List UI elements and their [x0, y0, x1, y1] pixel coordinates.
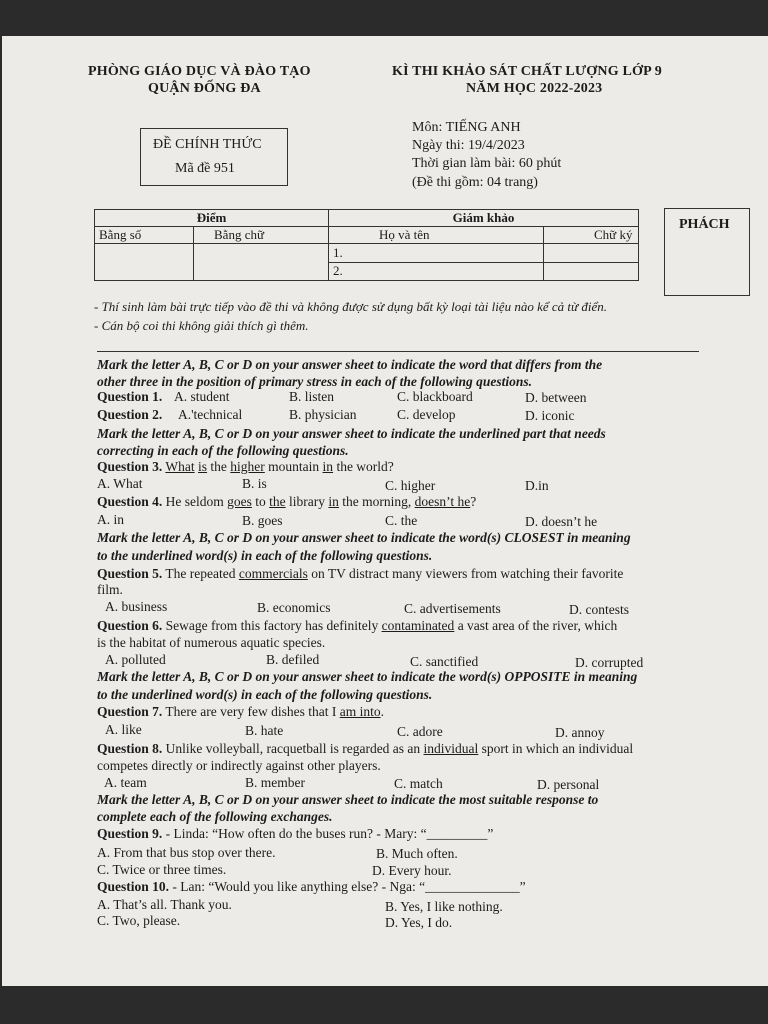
- instruction-stress-2: other three in the position of primary stress in each of the following questions.: [97, 374, 533, 389]
- instruction-response-2: complete each of the following exchanges.: [97, 809, 333, 824]
- exam-duration: Thời gian làm bài: 60 phút: [412, 156, 562, 171]
- exam-code: Mã đề 951: [175, 161, 235, 176]
- score-in-numbers-header: Bằng số: [95, 227, 194, 244]
- instruction-closest-2: to the underlined word(s) in each of the following questions.: [97, 548, 433, 563]
- q10-stem: Question 10. - Lan: “Would you like anything else? - Nga: “______________”: [97, 879, 526, 894]
- official-label: ĐỀ CHÍNH THỨC: [153, 137, 262, 152]
- q9-option-a[interactable]: A. From that bus stop over there.: [97, 845, 276, 860]
- q9-stem: Question 9. - Linda: “How often do the buses run? - Mary: “_________”: [97, 826, 494, 841]
- q7-option-d[interactable]: D. annoy: [555, 725, 605, 740]
- signature-header: Chữ ký: [544, 227, 639, 244]
- district-name: QUẬN ĐỐNG ĐA: [148, 81, 261, 96]
- instruction-closest-1: Mark the letter A, B, C or D on your answer sheet to indicate the word(s) CLOSEST in meaning: [97, 530, 631, 545]
- q10-option-c[interactable]: C. Two, please.: [97, 913, 181, 928]
- exam-paper: [2, 36, 768, 986]
- score-in-words-header: Bằng chữ: [194, 227, 329, 244]
- note-2: - Cán bộ coi thi không giải thích gì thêm.: [94, 318, 309, 333]
- signature-1-cell[interactable]: [544, 244, 639, 263]
- score-header: Điểm: [95, 210, 329, 227]
- q1-option-c[interactable]: C. blackboard: [397, 389, 473, 404]
- phach-box: [664, 208, 750, 296]
- school-year: NĂM HỌC 2022-2023: [466, 81, 603, 96]
- q5-option-a[interactable]: A. business: [105, 599, 168, 614]
- official-exam-box: [140, 128, 288, 186]
- q4-option-c[interactable]: C. the: [385, 513, 418, 528]
- q3-stem: Question 3. What is the higher mountain in the world?: [97, 459, 394, 474]
- q9-option-c[interactable]: C. Twice or three times.: [97, 862, 227, 877]
- q4-option-d[interactable]: D. doesn’t he: [525, 514, 598, 529]
- q5-stem-cont: film.: [97, 582, 123, 597]
- score-number-cell[interactable]: [95, 244, 194, 281]
- q4-option-b[interactable]: B. goes: [242, 513, 283, 528]
- q2-option-b[interactable]: B. physician: [289, 407, 357, 422]
- divider: [97, 351, 699, 352]
- q8-option-a[interactable]: A. team: [104, 775, 147, 790]
- q10-option-b[interactable]: B. Yes, I like nothing.: [385, 899, 503, 914]
- q3-option-c[interactable]: C. higher: [385, 478, 436, 493]
- q1-label: Question 1.: [97, 389, 163, 404]
- instruction-opposite-2: to the underlined word(s) in each of the following questions.: [97, 687, 433, 702]
- q3-option-a[interactable]: A. What: [97, 476, 143, 491]
- q10-option-a[interactable]: A. That’s all. Thank you.: [97, 897, 232, 912]
- q10-option-d[interactable]: D. Yes, I do.: [385, 915, 453, 930]
- q7-option-a[interactable]: A. like: [105, 722, 142, 737]
- q8-stem-cont: competes directly or indirectly against other players.: [97, 758, 381, 773]
- q2-option-c[interactable]: C. develop: [397, 407, 456, 422]
- q2-option-a[interactable]: A.'technical: [178, 407, 243, 422]
- examiner-1-cell[interactable]: 1.: [329, 244, 544, 263]
- signature-2-cell[interactable]: [544, 262, 639, 281]
- instruction-stress-1: Mark the letter A, B, C or D on your answer sheet to indicate the word that differs from the: [97, 357, 603, 372]
- subject: Môn: TIẾNG ANH: [412, 120, 521, 135]
- q8-option-d[interactable]: D. personal: [537, 777, 600, 792]
- q2-label: Question 2.: [97, 407, 163, 422]
- examiner-name-header: Họ và tên: [329, 227, 544, 244]
- q5-option-d[interactable]: D. contests: [569, 602, 629, 617]
- q5-stem: Question 5. The repeated commercials on TV distract many viewers from watching their favorite: [97, 566, 624, 581]
- q8-option-c[interactable]: C. match: [394, 776, 443, 791]
- q5-option-c[interactable]: C. advertisements: [404, 601, 501, 616]
- q7-stem: Question 7. There are very few dishes that I am into.: [97, 704, 384, 719]
- instruction-response-1: Mark the letter A, B, C or D on your answer sheet to indicate the most suitable response to: [97, 792, 599, 807]
- q4-option-a[interactable]: A. in: [97, 512, 124, 527]
- score-words-cell[interactable]: [194, 244, 329, 281]
- q1-option-b[interactable]: B. listen: [289, 389, 335, 404]
- page-count: (Đề thi gồm: 04 trang): [412, 175, 538, 190]
- q1-option-d[interactable]: D. between: [525, 390, 587, 405]
- department-name: PHÒNG GIÁO DỤC VÀ ĐÀO TẠO: [88, 64, 311, 79]
- score-table: [94, 209, 639, 281]
- q3-option-b[interactable]: B. is: [242, 476, 267, 491]
- q9-option-d[interactable]: D. Every hour.: [372, 863, 452, 878]
- exam-date: Ngày thi: 19/4/2023: [412, 138, 525, 153]
- note-1: - Thí sinh làm bài trực tiếp vào đề thi và không được sử dụng bất kỳ loại tài liệu nào kể cả từ điển.: [94, 299, 607, 314]
- instruction-error-2: correcting in each of the following questions.: [97, 443, 349, 458]
- instruction-error-1: Mark the letter A, B, C or D on your answer sheet to indicate the underlined part that needs: [97, 426, 606, 441]
- q6-stem: Question 6. Sewage from this factory has definitely contaminated a vast area of the river, which: [97, 618, 618, 633]
- q6-stem-cont: is the habitat of numerous aquatic species.: [97, 635, 326, 650]
- phach-label: PHÁCH: [679, 217, 730, 232]
- q3-option-d[interactable]: D.in: [525, 478, 549, 493]
- q8-stem: Question 8. Unlike volleyball, racquetball is regarded as an individual sport in which an individual: [97, 741, 634, 756]
- examiner-header: Giám khảo: [329, 210, 639, 227]
- q6-option-c[interactable]: C. sanctified: [410, 654, 479, 669]
- q1-option-a[interactable]: A. student: [174, 389, 230, 404]
- instruction-opposite-1: Mark the letter A, B, C or D on your answer sheet to indicate the word(s) OPPOSITE in meaning: [97, 669, 638, 684]
- q6-option-d[interactable]: D. corrupted: [575, 655, 644, 670]
- examiner-2-cell[interactable]: 2.: [329, 262, 544, 281]
- q8-option-b[interactable]: B. member: [245, 775, 305, 790]
- q9-option-b[interactable]: B. Much often.: [376, 846, 458, 861]
- q4-stem: Question 4. He seldom goes to the library in the morning, doesn’t he?: [97, 494, 477, 509]
- exam-title: KÌ THI KHẢO SÁT CHẤT LƯỢNG LỚP 9: [392, 64, 662, 79]
- q7-option-c[interactable]: C. adore: [397, 724, 443, 739]
- q5-option-b[interactable]: B. economics: [257, 600, 331, 615]
- q6-option-a[interactable]: A. polluted: [105, 652, 166, 667]
- q7-option-b[interactable]: B. hate: [245, 723, 284, 738]
- q6-option-b[interactable]: B. defiled: [266, 652, 320, 667]
- q2-option-d[interactable]: D. iconic: [525, 408, 575, 423]
